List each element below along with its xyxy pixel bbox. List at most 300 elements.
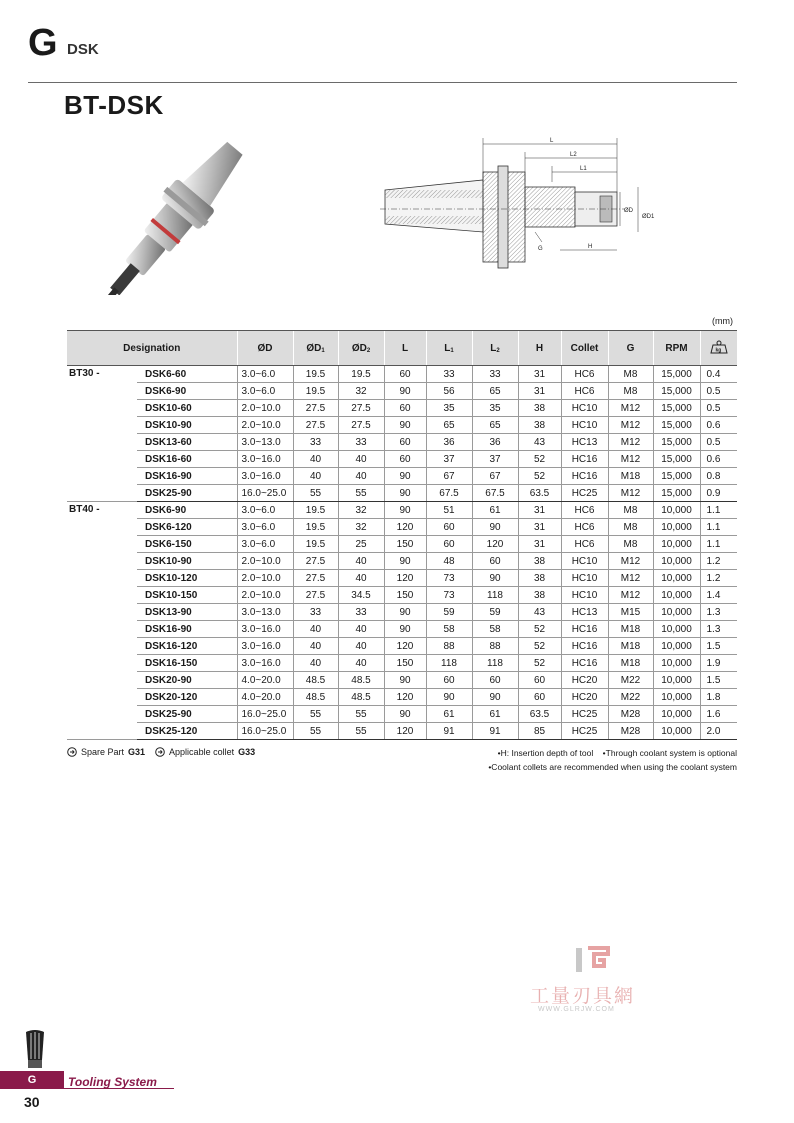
table-cell: 60 xyxy=(518,672,561,689)
table-cell: 19.5 xyxy=(293,366,338,383)
note-coolant-collets: •Coolant collets are recommended when using the coolant system xyxy=(488,762,737,772)
table-cell: 32 xyxy=(338,519,384,536)
table-cell: 0.4 xyxy=(700,366,737,383)
table-cell: 52 xyxy=(518,638,561,655)
table-cell: M18 xyxy=(608,468,653,485)
collet-icon xyxy=(23,1030,47,1070)
table-cell: 150 xyxy=(384,587,426,604)
table-cell: 27.5 xyxy=(293,570,338,587)
table-cell: 38 xyxy=(518,400,561,417)
table-cell: M12 xyxy=(608,587,653,604)
table-cell: 63.5 xyxy=(518,706,561,723)
table-cell: 10,000 xyxy=(653,536,700,553)
table-cell: HC25 xyxy=(561,485,608,502)
table-cell: 120 xyxy=(384,689,426,706)
table-cell: 33 xyxy=(338,434,384,451)
table-cell: 15,000 xyxy=(653,417,700,434)
table-cell: 15,000 xyxy=(653,434,700,451)
table-cell: 1.8 xyxy=(700,689,737,706)
table-cell: M8 xyxy=(608,383,653,400)
designation-cell: DSK6-90 xyxy=(137,502,237,519)
header-collet: Collet xyxy=(561,331,608,366)
table-cell: 27.5 xyxy=(338,417,384,434)
table-row xyxy=(67,366,737,383)
table-cell: HC16 xyxy=(561,655,608,672)
spec-table xyxy=(67,330,737,740)
table-cell: 73 xyxy=(426,587,472,604)
header-g: G xyxy=(608,331,653,366)
table-cell: 10,000 xyxy=(653,621,700,638)
table-cell: HC16 xyxy=(561,468,608,485)
table-cell: 55 xyxy=(293,485,338,502)
table-cell: 150 xyxy=(384,536,426,553)
table-cell: 1.5 xyxy=(700,638,737,655)
table-cell: 60 xyxy=(518,689,561,706)
dim-d-label: ØD xyxy=(624,208,633,214)
designation-cell: DSK10-60 xyxy=(137,400,237,417)
table-cell: 48.5 xyxy=(293,689,338,706)
table-cell: M8 xyxy=(608,502,653,519)
table-cell: 40 xyxy=(293,638,338,655)
table-cell: 55 xyxy=(293,723,338,740)
table-cell: 1.9 xyxy=(700,655,737,672)
table-cell: 120 xyxy=(472,536,518,553)
table-cell: 0.6 xyxy=(700,417,737,434)
table-cell: HC10 xyxy=(561,400,608,417)
table-cell: M18 xyxy=(608,621,653,638)
table-cell: 90 xyxy=(384,417,426,434)
table-cell: HC25 xyxy=(561,723,608,740)
designation-cell: DSK6-90 xyxy=(137,383,237,400)
table-cell: 118 xyxy=(472,587,518,604)
table-cell: HC6 xyxy=(561,536,608,553)
table-cell: 1.5 xyxy=(700,672,737,689)
table-cell: 90 xyxy=(384,502,426,519)
dim-g-label: G xyxy=(538,246,543,252)
header-od: ØD xyxy=(237,331,293,366)
section-tab[interactable]: G xyxy=(0,1071,64,1089)
table-cell: 67.5 xyxy=(426,485,472,502)
table-cell: 3.0~16.0 xyxy=(237,451,293,468)
table-cell: 1.6 xyxy=(700,706,737,723)
table-cell: 33 xyxy=(293,434,338,451)
table-cell: 3.0~16.0 xyxy=(237,468,293,485)
table-cell: M15 xyxy=(608,604,653,621)
table-cell: 55 xyxy=(293,706,338,723)
table-cell: 3.0~16.0 xyxy=(237,655,293,672)
table-cell: 120 xyxy=(384,638,426,655)
table-cell: 60 xyxy=(472,672,518,689)
table-cell: 90 xyxy=(384,553,426,570)
table-cell: 40 xyxy=(293,621,338,638)
table-cell: 2.0~10.0 xyxy=(237,400,293,417)
table-cell: 118 xyxy=(472,655,518,672)
table-cell: 59 xyxy=(472,604,518,621)
table-cell: 0.5 xyxy=(700,383,737,400)
table-cell: 4.0~20.0 xyxy=(237,689,293,706)
table-cell: 16.0~25.0 xyxy=(237,723,293,740)
table-cell: 10,000 xyxy=(653,655,700,672)
table-cell: 90 xyxy=(384,468,426,485)
table-row xyxy=(67,723,737,740)
table-cell: HC16 xyxy=(561,638,608,655)
table-cell: 0.5 xyxy=(700,434,737,451)
table-cell: 40 xyxy=(338,638,384,655)
svg-text:kg: kg xyxy=(715,347,722,353)
table-cell: 1.1 xyxy=(700,536,737,553)
table-cell: HC6 xyxy=(561,366,608,383)
table-cell: 2.0 xyxy=(700,723,737,740)
table-cell: 1.3 xyxy=(700,604,737,621)
table-cell: 67 xyxy=(472,468,518,485)
table-cell: 10,000 xyxy=(653,706,700,723)
table-cell: 15,000 xyxy=(653,451,700,468)
table-cell: HC16 xyxy=(561,621,608,638)
table-cell: 91 xyxy=(426,723,472,740)
table-cell: 40 xyxy=(293,468,338,485)
watermark-url: WWW.GLRJW.COM xyxy=(538,1006,615,1013)
page-reference-icon xyxy=(67,747,77,757)
table-cell: M12 xyxy=(608,434,653,451)
technical-drawing xyxy=(380,132,670,272)
header-weight xyxy=(700,331,737,366)
dim-l-label: L xyxy=(550,138,554,144)
table-cell: 90 xyxy=(472,519,518,536)
table-cell: 19.5 xyxy=(293,502,338,519)
header-od1: $ØD_1$ xyxy=(293,331,338,366)
table-cell: 90 xyxy=(384,621,426,638)
table-cell: 32 xyxy=(338,383,384,400)
page-number: 30 xyxy=(24,1094,40,1110)
table-row xyxy=(67,400,737,417)
table-cell: 19.5 xyxy=(338,366,384,383)
section-letter: G xyxy=(28,22,58,64)
table-cell: M8 xyxy=(608,536,653,553)
table-cell: 0.5 xyxy=(700,400,737,417)
designation-cell: DSK10-90 xyxy=(137,417,237,434)
table-cell: HC10 xyxy=(561,587,608,604)
table-cell: 58 xyxy=(472,621,518,638)
table-cell: M12 xyxy=(608,570,653,587)
designation-cell: DSK20-90 xyxy=(137,672,237,689)
table-cell: 40 xyxy=(338,621,384,638)
designation-cell: DSK16-90 xyxy=(137,621,237,638)
table-cell: HC16 xyxy=(561,451,608,468)
table-cell: 1.1 xyxy=(700,519,737,536)
table-cell: M22 xyxy=(608,689,653,706)
table-cell: 60 xyxy=(472,553,518,570)
table-cell: 38 xyxy=(518,417,561,434)
table-cell: 10,000 xyxy=(653,689,700,706)
table-cell: 0.9 xyxy=(700,485,737,502)
table-header-row xyxy=(67,331,737,366)
header-od2: $ØD_2$ xyxy=(338,331,384,366)
page-reference-icon xyxy=(155,747,165,757)
table-cell: 40 xyxy=(338,553,384,570)
table-cell: 67 xyxy=(426,468,472,485)
table-cell: 2.0~10.0 xyxy=(237,570,293,587)
table-cell: 25 xyxy=(338,536,384,553)
table-cell: 10,000 xyxy=(653,570,700,587)
table-cell: 40 xyxy=(338,451,384,468)
weight-kg-icon xyxy=(710,340,728,354)
table-cell: 32 xyxy=(338,502,384,519)
cross-reference-notes xyxy=(67,747,261,757)
table-cell: HC10 xyxy=(561,553,608,570)
table-cell: M8 xyxy=(608,366,653,383)
designation-cell: DSK16-120 xyxy=(137,638,237,655)
product-title: BT-DSK xyxy=(64,90,164,120)
table-cell: M12 xyxy=(608,400,653,417)
table-cell: M28 xyxy=(608,723,653,740)
table-cell: 10,000 xyxy=(653,519,700,536)
table-cell: 31 xyxy=(518,519,561,536)
table-cell: 55 xyxy=(338,706,384,723)
designation-cell: DSK25-90 xyxy=(137,706,237,723)
table-cell: 0.8 xyxy=(700,468,737,485)
table-cell: 90 xyxy=(384,706,426,723)
header-l: L xyxy=(384,331,426,366)
table-cell: 43 xyxy=(518,434,561,451)
table-cell: 60 xyxy=(384,366,426,383)
table-cell: 1.2 xyxy=(700,570,737,587)
table-cell: 2.0~10.0 xyxy=(237,553,293,570)
table-cell: M12 xyxy=(608,553,653,570)
table-cell: 90 xyxy=(384,383,426,400)
table-cell: 52 xyxy=(518,451,561,468)
table-cell: 90 xyxy=(384,485,426,502)
table-cell: 1.4 xyxy=(700,587,737,604)
table-cell: 61 xyxy=(472,706,518,723)
table-cell: 19.5 xyxy=(293,383,338,400)
table-row xyxy=(67,519,737,536)
table-row xyxy=(67,417,737,434)
table-cell: 85 xyxy=(518,723,561,740)
table-cell: 90 xyxy=(384,672,426,689)
designation-cell: DSK16-150 xyxy=(137,655,237,672)
designation-cell: DSK25-90 xyxy=(137,485,237,502)
table-cell: M12 xyxy=(608,451,653,468)
table-cell: 35 xyxy=(426,400,472,417)
table-cell: HC25 xyxy=(561,706,608,723)
table-cell: 120 xyxy=(384,723,426,740)
table-cell: 10,000 xyxy=(653,638,700,655)
table-cell: 4.0~20.0 xyxy=(237,672,293,689)
table-cell: 60 xyxy=(384,434,426,451)
table-row xyxy=(67,434,737,451)
table-cell: 35 xyxy=(472,400,518,417)
table-cell: 33 xyxy=(426,366,472,383)
table-cell: 48.5 xyxy=(338,672,384,689)
header-designation: Designation xyxy=(67,331,237,366)
table-cell: M18 xyxy=(608,655,653,672)
table-cell: 37 xyxy=(426,451,472,468)
table-cell: 150 xyxy=(384,655,426,672)
table-cell: 31 xyxy=(518,366,561,383)
table-cell: 61 xyxy=(472,502,518,519)
table-cell: HC6 xyxy=(561,383,608,400)
table-cell: 90 xyxy=(472,689,518,706)
table-cell: 52 xyxy=(518,468,561,485)
table-cell: 40 xyxy=(338,570,384,587)
table-cell: 19.5 xyxy=(293,519,338,536)
table-cell: 27.5 xyxy=(338,400,384,417)
designation-cell: DSK10-90 xyxy=(137,553,237,570)
table-cell: 60 xyxy=(384,451,426,468)
table-cell: 15,000 xyxy=(653,383,700,400)
table-cell: 27.5 xyxy=(293,587,338,604)
dim-l1-label: L1 xyxy=(580,166,587,172)
table-row xyxy=(67,689,737,706)
table-row xyxy=(67,621,737,638)
table-cell: 3.0~6.0 xyxy=(237,383,293,400)
table-cell: 2.0~10.0 xyxy=(237,417,293,434)
table-cell: 60 xyxy=(426,519,472,536)
spare-part-ref-link[interactable]: G31 xyxy=(128,747,146,757)
table-cell: 40 xyxy=(338,468,384,485)
table-cell: 36 xyxy=(472,434,518,451)
table-cell: 37 xyxy=(472,451,518,468)
table-cell: 48.5 xyxy=(338,689,384,706)
table-cell: 3.0~6.0 xyxy=(237,366,293,383)
dim-l2-label: L2 xyxy=(570,152,577,158)
table-cell: 16.0~25.0 xyxy=(237,485,293,502)
table-cell: 55 xyxy=(338,485,384,502)
table-cell: 15,000 xyxy=(653,468,700,485)
table-cell: 38 xyxy=(518,553,561,570)
header-rpm: RPM xyxy=(653,331,700,366)
table-cell: 40 xyxy=(293,451,338,468)
table-row xyxy=(67,468,737,485)
table-cell: 38 xyxy=(518,587,561,604)
table-cell: 33 xyxy=(293,604,338,621)
table-cell: 52 xyxy=(518,621,561,638)
table-cell: 48.5 xyxy=(293,672,338,689)
table-cell: 67.5 xyxy=(472,485,518,502)
designation-cell: DSK6-60 xyxy=(137,366,237,383)
table-cell: 65 xyxy=(472,383,518,400)
table-cell: 58 xyxy=(426,621,472,638)
table-cell: 3.0~13.0 xyxy=(237,434,293,451)
table-cell: 90 xyxy=(384,604,426,621)
table-cell: 59 xyxy=(426,604,472,621)
applicable-collet-ref-link[interactable]: G33 xyxy=(238,747,256,757)
table-cell: 88 xyxy=(472,638,518,655)
table-row xyxy=(67,536,737,553)
note-insertion-depth: •H: Insertion depth of tool xyxy=(497,748,594,758)
product-photo xyxy=(74,135,284,295)
designation-cell: DSK13-90 xyxy=(137,604,237,621)
table-row xyxy=(67,587,737,604)
table-cell: 27.5 xyxy=(293,553,338,570)
table-cell: 34.5 xyxy=(338,587,384,604)
table-cell: 1.2 xyxy=(700,553,737,570)
spare-part-label: Spare Part xyxy=(81,747,125,757)
designation-cell: DSK16-90 xyxy=(137,468,237,485)
table-cell: 90 xyxy=(472,570,518,587)
table-cell: M18 xyxy=(608,638,653,655)
table-cell: 10,000 xyxy=(653,502,700,519)
table-cell: 60 xyxy=(426,536,472,553)
table-cell: 1.1 xyxy=(700,502,737,519)
table-cell: 65 xyxy=(472,417,518,434)
section-name: DSK xyxy=(67,41,99,58)
table-cell: 52 xyxy=(518,655,561,672)
applicable-collet-label: Applicable collet xyxy=(169,747,235,757)
table-cell: HC10 xyxy=(561,570,608,587)
designation-cell: DSK10-150 xyxy=(137,587,237,604)
table-row xyxy=(67,502,737,519)
table-cell: M22 xyxy=(608,672,653,689)
table-cell: 38 xyxy=(518,570,561,587)
note-through-coolant: •Through coolant system is optional xyxy=(602,748,737,758)
table-cell: 10,000 xyxy=(653,604,700,621)
table-cell: 15,000 xyxy=(653,400,700,417)
header-l1: $L_1$ xyxy=(426,331,472,366)
table-cell: 90 xyxy=(426,689,472,706)
table-row xyxy=(67,451,737,468)
dim-d1-label: ØD1 xyxy=(642,214,655,220)
table-cell: 51 xyxy=(426,502,472,519)
header-rule xyxy=(28,82,737,83)
table-cell: 31 xyxy=(518,502,561,519)
table-cell: M28 xyxy=(608,706,653,723)
table-cell: 1.3 xyxy=(700,621,737,638)
table-row xyxy=(67,638,737,655)
table-cell: 3.0~6.0 xyxy=(237,519,293,536)
table-cell: 56 xyxy=(426,383,472,400)
table-cell: 10,000 xyxy=(653,672,700,689)
table-cell: 31 xyxy=(518,383,561,400)
designation-cell: DSK10-120 xyxy=(137,570,237,587)
table-cell: M8 xyxy=(608,519,653,536)
table-row xyxy=(67,553,737,570)
table-cell: HC20 xyxy=(561,689,608,706)
header-l2: $L_2$ xyxy=(472,331,518,366)
table-cell: 33 xyxy=(472,366,518,383)
table-cell: HC13 xyxy=(561,434,608,451)
watermark-cn: 工量刃具網 xyxy=(530,985,636,1007)
table-cell: 60 xyxy=(426,672,472,689)
designation-cell: DSK13-60 xyxy=(137,434,237,451)
unit-label: (mm) xyxy=(712,316,733,326)
table-cell: 120 xyxy=(384,519,426,536)
table-cell: HC13 xyxy=(561,604,608,621)
table-cell: 61 xyxy=(426,706,472,723)
designation-cell: DSK6-150 xyxy=(137,536,237,553)
table-cell: 0.6 xyxy=(700,451,737,468)
table-cell: 60 xyxy=(384,400,426,417)
table-cell: 10,000 xyxy=(653,723,700,740)
table-cell: 3.0~6.0 xyxy=(237,502,293,519)
table-cell: 36 xyxy=(426,434,472,451)
designation-cell: DSK20-120 xyxy=(137,689,237,706)
header-h: H xyxy=(518,331,561,366)
table-cell: 31 xyxy=(518,536,561,553)
table-cell: 55 xyxy=(338,723,384,740)
table-cell: 120 xyxy=(384,570,426,587)
table-cell: 2.0~10.0 xyxy=(237,587,293,604)
table-cell: 43 xyxy=(518,604,561,621)
table-cell: 48 xyxy=(426,553,472,570)
table-cell: 63.5 xyxy=(518,485,561,502)
table-cell: 40 xyxy=(338,655,384,672)
series-label: BT40 - xyxy=(67,502,137,740)
table-cell: 88 xyxy=(426,638,472,655)
table-cell: 16.0~25.0 xyxy=(237,706,293,723)
table-cell: HC10 xyxy=(561,417,608,434)
series-label: BT30 - xyxy=(67,366,137,502)
